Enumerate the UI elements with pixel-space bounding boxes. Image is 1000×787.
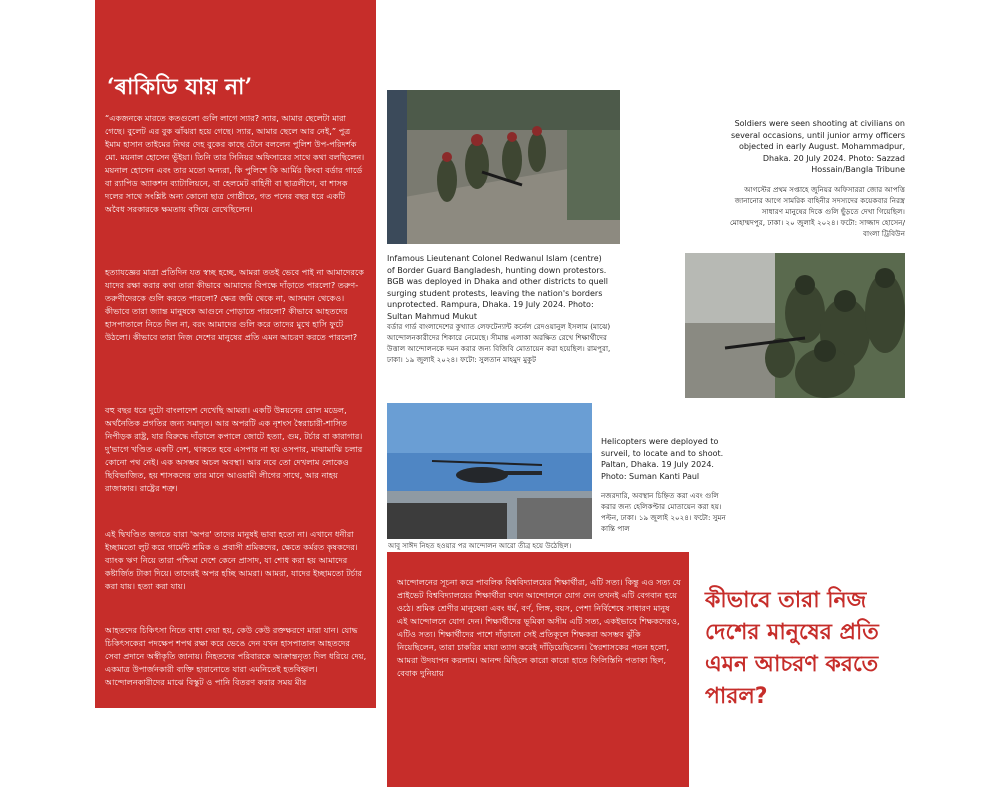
paragraph-5: আহতদের চিকিৎসা নিতে বাধা দেয়া হয়, কেউ কেউ রক্তক্ষরণে মারা যান। যোদ্ধ চিকিৎসকেরা পদক্ষেপ শপথ রক্ষা করে ভেঙে দেন যখন হাসপাতাল আহতদের সেবা প্রদানে অস্বীকৃতি জানায়। নিহতদের পরিবারকে আক্রান্তনৃত্য দিল ধরিয়ে দেয়, একমাত্র উপার্জনকারী ব্যক্তি হারানোতে যারা এমনিতেই হতবিহ্বল। আন্দোলনকারীদের মাঝে বিস্কুট ও পানি বিতরণ করার সময় মীর [105,625,367,687]
photo1-caption-en: Infamous Lieutenant Colonel Redwanul Islam (centre) of Border Guard Bangladesh, hunting down protestors. BGB was deployed in Dhaka and other districts to quell surging student protests, leaving the nation's borders unprotected. Rampura, Dhaka. 19 July 2024. Photo: Sultan Mahmud Mukut [387,254,609,321]
paragraph-1: “একজনকে মারতে কতগুলো গুলি লাগে স্যার? স্যার, আমার ছেলেটা মারা গেছে। বুলেট এর বুক ঝাঁঝরা হয়ে গেছে। স্যার, আমার ছেলে আর নেই,” পুত্র ইমাম হাসান তাইমের নিথর দেহ বুকের কাছে টেনে বললেন পুলিশ উপ-পরিদর্শক মো. ময়নাল হোসেন ভূঁইয়া। তিনি তার সিনিয়র অফিসারের সাথে কথা বলছিলেন। ময়নাল হোসেন এবং তার মতো অন্যরা, কি পুলিশে কি আর্মির কিংবা বর্ডার গার্ডে বা র‍্যাপিড অ্যাকশন ব্যাটালিয়নে, বা হেলমেট বাহিনী বা ছাত্রলীগে, বা শাসক দলের সাথে সংশ্লিষ্ট অন্য কোনো ছাত্র গোষ্ঠীতে, গত পনের বছর ধরে একটি অবৈধ সরকারকে ক্ষমতায় বসিয়ে রেখেছিলেন। [105,113,365,214]
photo3-caption-bn: নজরদারি, অবস্থান চিহ্নিত করা এবং গুলি করার জন্য হেলিকপ্টার মোতায়েন করা হয়। পল্টন, ঢাকা। ১৯ জুলাই ২০২৪। ফটো: সুমন কান্তি পাল [601,491,726,533]
photo-soldiers-shooting [685,253,905,398]
bottom-text-panel [387,552,689,787]
photo-helicopter [387,403,592,539]
bottom-paragraph: আন্দোলনের সূচনা করে পাবলিক বিশ্ববিদ্যালয়ের শিক্ষার্থীরা, এটি সত্য। কিন্তু এও সত্য যে প্রাইভেট বিশ্ববিদ্যালয়ের শিক্ষার্থীরা যখন আন্দোলনে যোগ দেন তখনই এটি বেগবান হয়ে ওঠে। শ্রমিক শ্রেণীর মানুষেরা এবং ধর্ম, বর্ণ, লিঙ্গ, বয়স, পেশা নির্বিশেষে সাধারণ মানুষ এই আন্দোলনে যোগ দেন। শিক্ষার্থীদের ভূমিকা অসীম এটি সত্য, একইভাবে শিক্ষকদেরও, এটিও সত্য। শিক্ষার্থীদের পাশে দাঁড়ানো সেই প্রতিকূলে শিক্ষকরা অসম্ভব ঝুঁকি নিয়েছিলেন, তারা চাকরির মায়া ত্যাগ করেই দাঁড়িয়েছিলেন। স্বৈরশাসকের পতন হলো, আমরা উদযাপন করলাম। আনন্দ মিছিলে কারো কারো হাতে ফিলিস্তিনি পতাকা ছিল, বেবাক দুনিয়ায় [397,577,681,678]
paragraph-4: এই দ্বিখণ্ডিত জগতে যারা 'অপর' তাদের মানুষই ভাবা হতো না। এখানে ধনীরা ইচ্ছামতো লুট করে গার্মেন্ট শ্রমিক ও প্রবাসী শ্রমিকদের, ক্ষেতে কর্মরত কৃষকদের। ব্যাংক ঋণ নিয়ে তারা পশ্চিমা দেশে কেনে প্রাসাদ, যা শোধ করা হয় আমাদের কষ্টার্জিত টাকা দিয়ে। তাদেরই অপর হচ্ছি আমরা। আমরা, যাদের ইচ্ছামতো টর্চার করা যায়। হত্যা করা যায়। [105,529,363,591]
photo3-caption-en: Helicopters were deployed to surveil, to locate and to shoot. Paltan, Dhaka. 19 July 2024. Photo: Suman Kanti Paul [601,437,724,481]
clipped-text-line: আবু সাঈদ নিহত হওয়ার পর আন্দোলন আরো তীব্র হয়ে উঠেছিল। [388,542,572,550]
photo2-caption-en: Soldiers were seen shooting at civilians on several occasions, until junior army officers objected in early August. Mohammadpur, Dhaka. 20 July 2024. Photo: Sazzad Hossain/Bangla Tribune [730,119,905,174]
paragraph-3: বহু বছর ধরে দুটো বাংলাদেশ দেখেছি আমরা। একটি উন্নয়নের রোল মডেল, অর্থনৈতিক প্রগতির জন্য সমাদৃত। আর অপরটি এক নৃশংস স্বৈরাচারী-শাসিত নিপীড়ক রাষ্ট্র, যার বিরুদ্ধে দাঁড়ালে কপালে জোটে হত্যা, গুম, টর্চার বা কারাগার। দু'ভাগে খণ্ডিত একটি দেশ, থাকতে হবে এসপার না হয় ওসপার, মাঝামাঝি চলার কোনো পথ নেই। এক অসম্ভব অচল অবস্থা। আর নবে তো দেখলাম লোকেও ছিবিভাজিত, হয় শাসকদের তার মানে আওয়ামী লীগের সাথে, আর নাহয় রাজাকার। রাষ্ট্রের শত্রু। [105,405,363,493]
article-heading: ‘ৰাকিডি যায় না’ [107,74,253,100]
paragraph-2: হত্যাযজ্ঞের মাত্রা প্রতিদিন যত স্বচ্ছ হচ্ছে, আমরা ততই ভেবে পাই না আমাদেরকে যাদের রক্ষা করার কথা তারা কীভাবে আমাদের বিপক্ষে দাঁড়াতে পারলো? তরুণ-তরুণীদেরকে গুলি করতে পারলো? ক্ষেত্র জমি থেকে না, আসমান থেকেও। কীভাবে তারা জ্যান্ত মানুষকে আগুনে পোড়াতে পারলো? কীভাবে আহতদের হাসপাতালে নিতে দিল না, বরং আমাদের গুলি করে তাদের মুখে হাসি ফুটে উঠলো। কীভাবে তারা নিজ দেশের মানুষের প্রতি এমন আচরণ করতে পারলো? [105,267,364,342]
photo-bgb-soldiers [387,90,620,244]
left-text-panel [95,0,376,708]
photo1-caption-bn: বর্ডার গার্ড বাংলাদেশের কুখ্যাত লেফটেন্যান্ট কর্নেল রেদওয়ানুল ইসলাম (মাঝে) আন্দোলনকারীদের শিকারে নেমেছে। সীমান্ত এলাকা অরক্ষিত রেখে শিক্ষার্থীদের উত্তাল আন্দোলনকে দমন করার জন্য বিজিবি মোতায়েন করা হয়েছিল। রামপুরা, ঢাকা। ১৯ জুলাই ২০২৪। ফটো: সুলতান মাহমুদ মুকুট [387,322,611,364]
photo2-caption-bn: আগস্টের প্রথম সপ্তাহে জুনিয়র অফিসাররা জোর আপত্তি জানানোর আগে সামরিক বাহিনীর সদস্যদের কয়েকবার নিরস্ত্র সাধারণ মানুষের দিকে গুলি ছুঁড়তে দেখা গিয়েছিল। মোহাম্মদপুর, ঢাকা। ২০ জুলাই ২০২৪। ফটো: সাজ্জাদ হোসেন/বাংলা ট্রিবিউন [729,185,905,238]
pull-quote: কীভাবে তারা নিজ দেশের মানুষের প্রতি এমন আচরণ করতে পারল? [705,588,879,709]
